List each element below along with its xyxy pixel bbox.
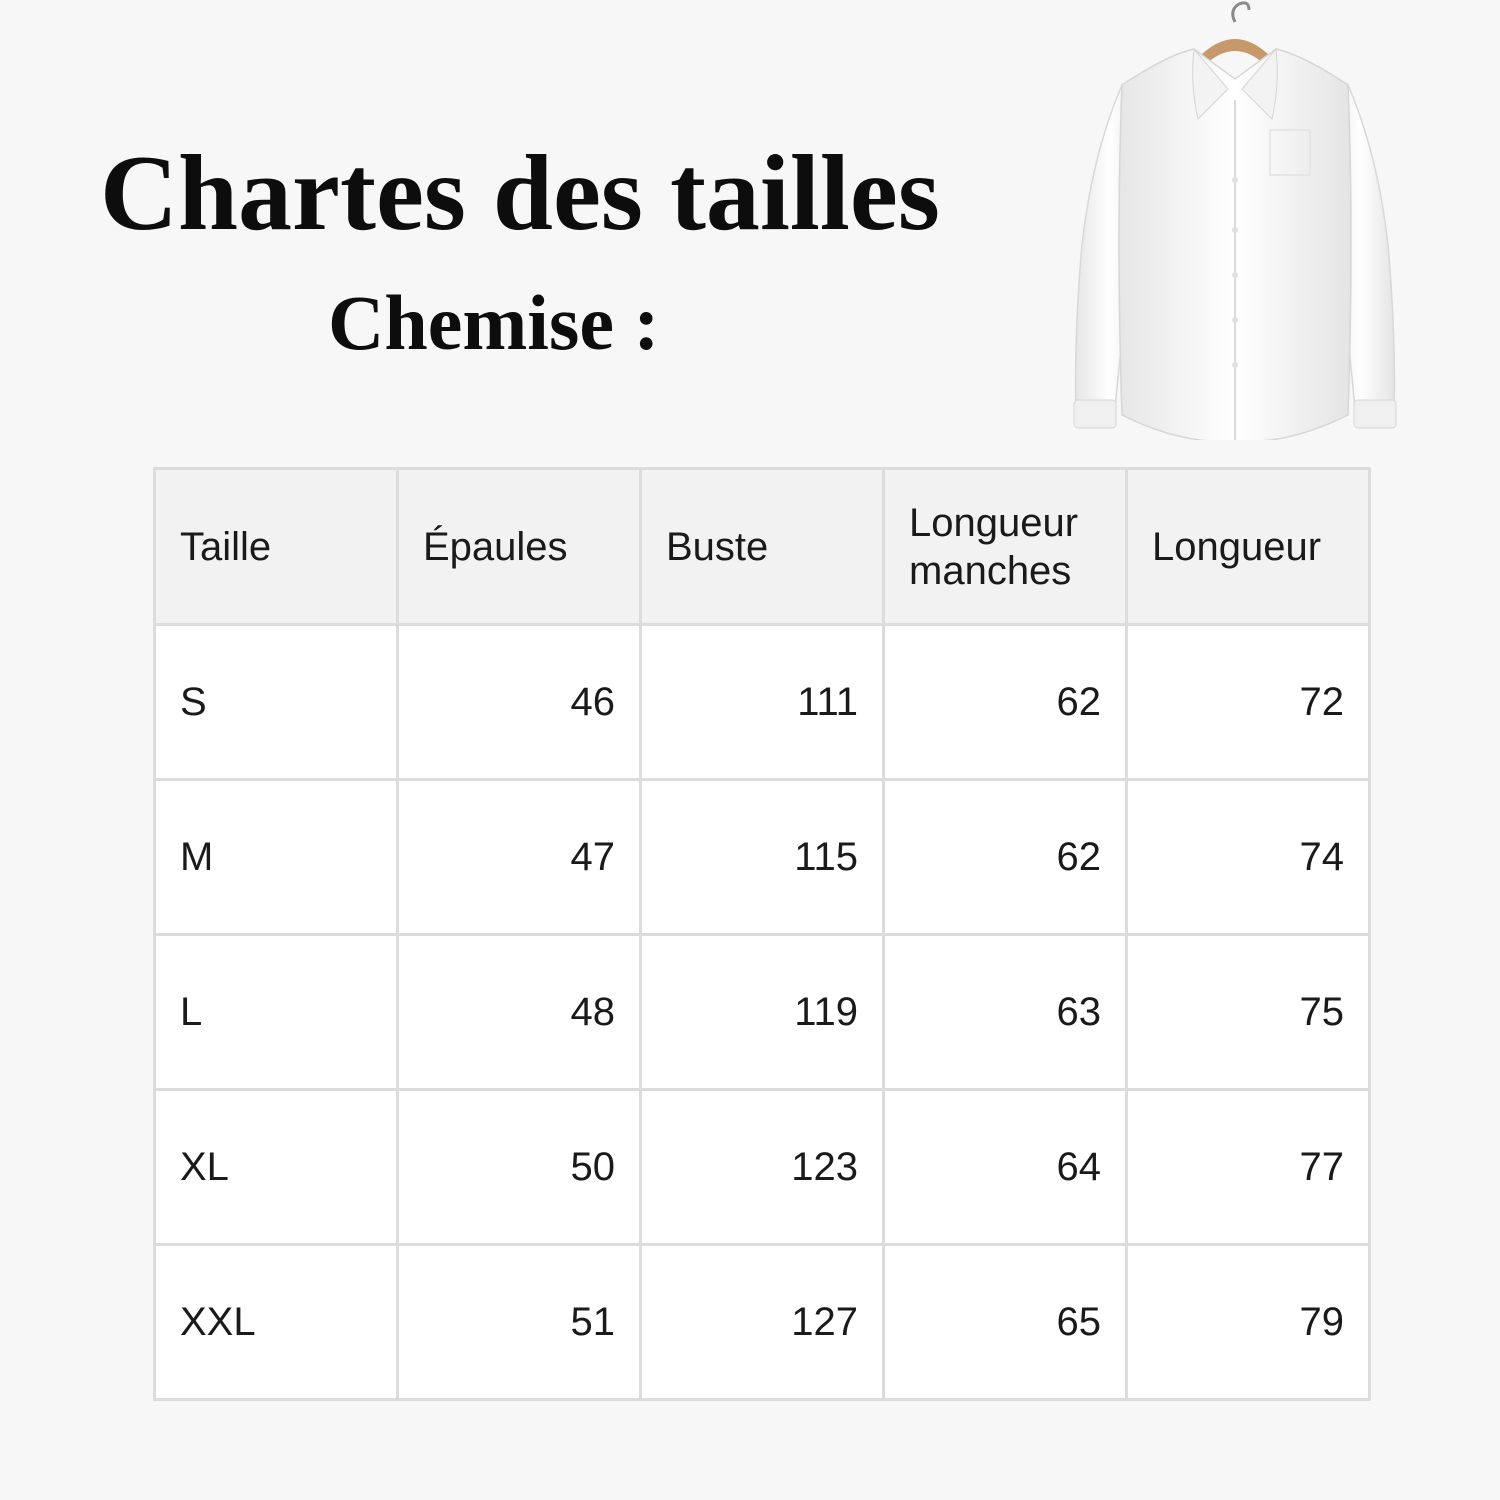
- epaules-cell: 46: [398, 625, 641, 780]
- longueur-manches-cell: 63: [884, 935, 1127, 1090]
- table-row: [155, 1245, 1370, 1400]
- table-row: [155, 625, 1370, 780]
- size-cell: XXL: [155, 1245, 398, 1400]
- header-taille-label: Taille: [180, 524, 272, 569]
- table-row: [155, 935, 1370, 1090]
- longueur-cell: 72: [1127, 625, 1370, 780]
- size-chart-table: [153, 467, 1371, 1401]
- epaules-cell: 51: [398, 1245, 641, 1400]
- header-longueur-label: Longueur: [1152, 524, 1322, 569]
- size-cell: L: [155, 935, 398, 1090]
- buste-cell: 111: [641, 625, 884, 780]
- shirt-image: [1070, 0, 1400, 440]
- longueur-cell: 75: [1127, 935, 1370, 1090]
- header-epaules-label: Épaules: [423, 524, 568, 569]
- header-longueur-manches: [884, 469, 1127, 625]
- buste-cell: 127: [641, 1245, 884, 1400]
- size-cell: XL: [155, 1090, 398, 1245]
- table-header-row: [155, 469, 1370, 625]
- longueur-cell: 74: [1127, 780, 1370, 935]
- longueur-manches-cell: 62: [884, 625, 1127, 780]
- header-buste-label: Buste: [666, 524, 769, 569]
- header-longueur-manches-line2: manches: [909, 548, 1072, 593]
- size-cell: M: [155, 780, 398, 935]
- buste-cell: 115: [641, 780, 884, 935]
- epaules-cell: 47: [398, 780, 641, 935]
- buste-cell: 123: [641, 1090, 884, 1245]
- header-taille: [155, 469, 398, 625]
- table-row: [155, 1090, 1370, 1245]
- buste-cell: 119: [641, 935, 884, 1090]
- header-epaules: [398, 469, 641, 625]
- page-subtitle: Chemise :: [328, 279, 660, 366]
- header-longueur: [1127, 469, 1370, 625]
- longueur-manches-cell: 64: [884, 1090, 1127, 1245]
- longueur-manches-cell: 65: [884, 1245, 1127, 1400]
- size-cell: S: [155, 625, 398, 780]
- page-title: Chartes des tailles: [100, 134, 940, 253]
- epaules-cell: 50: [398, 1090, 641, 1245]
- header-longueur-manches-line1: Longueur: [909, 500, 1079, 545]
- longueur-manches-cell: 62: [884, 780, 1127, 935]
- epaules-cell: 48: [398, 935, 641, 1090]
- longueur-cell: 79: [1127, 1245, 1370, 1400]
- table-row: [155, 780, 1370, 935]
- longueur-cell: 77: [1127, 1090, 1370, 1245]
- header-buste: [641, 469, 884, 625]
